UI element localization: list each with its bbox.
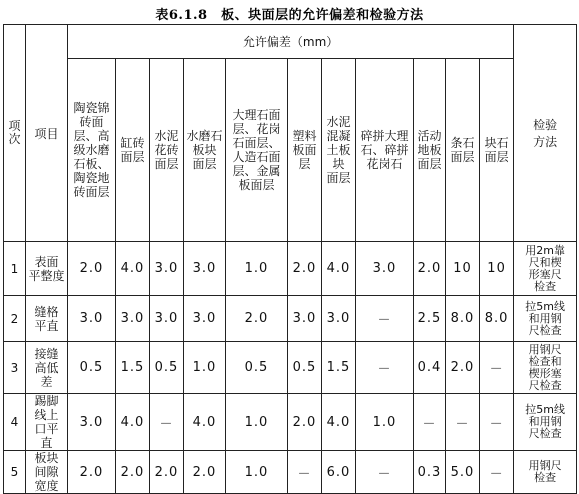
- tolerance-value: 1.0: [356, 394, 414, 451]
- tolerance-value: 0.5: [288, 342, 322, 394]
- row-item-line: 接缝: [34, 346, 59, 361]
- column-header-line: 地板: [417, 143, 442, 157]
- table-row: [4, 451, 577, 494]
- tolerance-value: 8.0: [446, 296, 480, 342]
- row-item-line: 平整度: [28, 268, 65, 283]
- tolerance-value: －: [356, 296, 414, 342]
- row-item: [26, 242, 68, 296]
- row-seq: 1: [4, 242, 26, 296]
- column-header-line: 石板、: [73, 157, 110, 171]
- tolerance-value: 4.0: [184, 394, 226, 451]
- row-method: [514, 451, 577, 494]
- column-header-line: 大理石面: [232, 108, 281, 122]
- tolerance-value: －: [288, 451, 322, 494]
- column-header-line: 人造石面: [232, 150, 281, 164]
- tolerance-value: 6.0: [322, 451, 356, 494]
- tolerance-value: 0.5: [68, 342, 116, 394]
- row-item-line: 间隙: [34, 465, 59, 479]
- tolerance-value: 2.0: [288, 394, 322, 451]
- tolerance-value: 10: [480, 242, 514, 296]
- column-header-line: 塑料: [292, 129, 317, 143]
- tolerance-value: 0.4: [414, 342, 446, 394]
- row-method-line: 拉5m线: [525, 299, 565, 313]
- column-header: [288, 59, 322, 242]
- tolerance-value: －: [480, 342, 514, 394]
- row-item-line: 表面: [34, 254, 59, 269]
- table-row: [4, 296, 577, 342]
- row-method-line: 和用钢: [528, 311, 562, 325]
- tolerance-value: －: [150, 394, 184, 451]
- row-item-line: 线上: [34, 408, 59, 422]
- row-method-line: 尺检查: [528, 427, 562, 440]
- column-header-line: 陶瓷地: [73, 171, 110, 185]
- column-header-line: 花岗石: [366, 157, 403, 171]
- tolerance-value: 2.0: [150, 451, 184, 494]
- column-header: [446, 59, 480, 242]
- tolerance-value: 3.0: [68, 394, 116, 451]
- tolerance-value: 3.0: [116, 296, 150, 342]
- tolerance-value: 0.5: [150, 342, 184, 394]
- tolerance-value: 1.0: [184, 342, 226, 394]
- tolerance-value: －: [480, 451, 514, 494]
- tolerance-value: 0.3: [414, 451, 446, 494]
- tolerance-value: －: [414, 394, 446, 451]
- method-header: [514, 25, 577, 242]
- tolerance-value: 3.0: [184, 296, 226, 342]
- row-item-line: 平直: [34, 318, 59, 333]
- column-header: [356, 59, 414, 242]
- tolerance-value: 1.5: [116, 342, 150, 394]
- column-header: [414, 59, 446, 242]
- tolerance-value: 2.0: [184, 451, 226, 494]
- row-item-line: 口平: [34, 422, 59, 436]
- column-header: [480, 59, 514, 242]
- row-method: [514, 394, 577, 451]
- tolerance-value: 5.0: [446, 451, 480, 494]
- row-method-line: 用钢尺: [528, 459, 562, 472]
- table-row: [4, 242, 577, 296]
- column-header-line: 块石: [484, 136, 509, 150]
- row-item-line: 板块: [34, 451, 59, 465]
- row-item-line: 宽度: [34, 479, 59, 493]
- column-header-line: 级水磨: [73, 143, 110, 157]
- column-header-line: 面层: [484, 150, 509, 164]
- table-title: 表6.1.8 板、块面层的允许偏差和检验方法: [155, 8, 424, 23]
- row-method-line: 和用钢: [528, 415, 562, 428]
- column-header-line: 面层: [450, 150, 475, 164]
- method-header-line: 方法: [533, 135, 558, 149]
- column-header-line: 混凝: [326, 129, 351, 143]
- column-header-row: [4, 59, 577, 242]
- tolerance-value: 2.0: [226, 296, 288, 342]
- column-header-line: 水泥: [326, 115, 351, 129]
- row-item-line: 差: [40, 374, 53, 389]
- row-item-line: 缝格: [34, 304, 59, 319]
- tolerance-value: 4.0: [116, 242, 150, 296]
- column-header-line: 板块: [192, 143, 217, 157]
- seq-header: [4, 25, 26, 242]
- row-method-line: 尺和楔: [528, 255, 562, 269]
- tolerance-value: 1.5: [322, 342, 356, 394]
- tolerance-value: －: [356, 451, 414, 494]
- row-method: [514, 342, 577, 394]
- column-header: [184, 59, 226, 242]
- tolerance-value: 10: [446, 242, 480, 296]
- column-header: [116, 59, 150, 242]
- column-header-line: 板面层: [238, 178, 275, 192]
- tolerance-value: 2.0: [116, 451, 150, 494]
- tolerance-value: －: [480, 394, 514, 451]
- column-header-line: 条石: [450, 136, 475, 150]
- row-item: [26, 394, 68, 451]
- column-header-line: 面层: [154, 157, 179, 171]
- row-method-line: 尺检查: [528, 323, 562, 337]
- tolerance-value: 2.0: [68, 451, 116, 494]
- tolerance-value: 2.0: [414, 242, 446, 296]
- column-header-line: 层、花岗: [232, 122, 281, 136]
- tolerance-value: 2.0: [288, 242, 322, 296]
- row-item: [26, 342, 68, 394]
- tolerance-value: 2.5: [414, 296, 446, 342]
- table-row: [4, 394, 577, 451]
- tolerance-value: 3.0: [184, 242, 226, 296]
- tolerance-value: 3.0: [150, 242, 184, 296]
- row-method-line: 检查: [534, 279, 557, 293]
- row-item: [26, 296, 68, 342]
- tolerance-value: 0.5: [226, 342, 288, 394]
- column-header-line: 面层: [120, 150, 145, 164]
- column-header-line: 石、碎拼: [360, 143, 409, 157]
- item-header: 项目: [26, 25, 68, 242]
- row-item: [26, 451, 68, 494]
- tolerance-group-header: 允许偏差（mm）: [68, 25, 514, 59]
- row-method: [514, 242, 577, 296]
- row-method-line: 尺检查: [528, 378, 562, 392]
- row-item-line: 高低: [34, 360, 59, 375]
- tolerance-value: 3.0: [68, 296, 116, 342]
- row-method-line: 形塞尺: [528, 267, 562, 281]
- tolerance-value: 4.0: [322, 394, 356, 451]
- row-item-line: 直: [40, 436, 53, 450]
- row-item-line: 踢脚: [34, 394, 59, 408]
- tolerance-value: －: [356, 342, 414, 394]
- column-header-line: 花砖: [154, 143, 179, 157]
- tolerance-value: 2.0: [68, 242, 116, 296]
- row-seq: 2: [4, 296, 26, 342]
- row-seq: 3: [4, 342, 26, 394]
- header-row-group: [4, 25, 577, 59]
- column-header: [68, 59, 116, 242]
- row-method: [514, 296, 577, 342]
- table-row: [4, 342, 577, 394]
- column-header-line: 层: [298, 157, 311, 171]
- row-method-line: 检查和: [528, 354, 562, 368]
- tolerance-value: 4.0: [116, 394, 150, 451]
- column-header-line: 水泥: [154, 129, 179, 143]
- column-header: [150, 59, 184, 242]
- tolerance-value: 1.0: [226, 451, 288, 494]
- row-method-line: 用2m靠: [525, 243, 565, 257]
- column-header-line: 面层: [417, 157, 442, 171]
- tolerance-value: 8.0: [480, 296, 514, 342]
- tolerance-value: 3.0: [322, 296, 356, 342]
- tolerance-table: [3, 24, 577, 494]
- tolerance-value: 3.0: [150, 296, 184, 342]
- tolerance-value: 3.0: [356, 242, 414, 296]
- seq-header-char: 次: [8, 132, 21, 146]
- row-seq: 4: [4, 394, 26, 451]
- column-header: [226, 59, 288, 242]
- row-method-line: 楔形塞: [528, 366, 562, 380]
- column-header-line: 石面层、: [232, 136, 281, 150]
- row-method-line: 拉5m线: [525, 403, 565, 416]
- row-method-line: 检查: [534, 471, 557, 484]
- column-header-line: 土板块: [326, 143, 351, 171]
- row-method-line: 用钢尺: [528, 342, 562, 356]
- column-header-line: 陶瓷锦: [73, 101, 110, 115]
- column-header-line: 活动: [417, 129, 442, 143]
- column-header-line: 层、金属: [232, 164, 281, 178]
- tolerance-value: 1.0: [226, 394, 288, 451]
- tolerance-value: 3.0: [288, 296, 322, 342]
- seq-header-char: 项: [8, 119, 21, 133]
- column-header-line: 砖面: [79, 115, 104, 129]
- row-seq: 5: [4, 451, 26, 494]
- column-header: [322, 59, 356, 242]
- column-header-line: 面层: [192, 157, 217, 171]
- tolerance-value: 2.0: [446, 342, 480, 394]
- column-header-line: 层、高: [73, 129, 110, 143]
- tolerance-value: －: [446, 394, 480, 451]
- column-header-line: 水磨石: [186, 129, 223, 143]
- column-header-line: 板面: [292, 143, 317, 157]
- column-header-line: 碎拼大理: [360, 129, 409, 143]
- column-header-line: 砖面层: [73, 185, 110, 199]
- column-header-line: 面层: [326, 171, 351, 185]
- column-header-line: 缸砖: [120, 136, 145, 150]
- tolerance-value: 4.0: [322, 242, 356, 296]
- method-header-line: 检验: [533, 118, 558, 132]
- tolerance-value: 1.0: [226, 242, 288, 296]
